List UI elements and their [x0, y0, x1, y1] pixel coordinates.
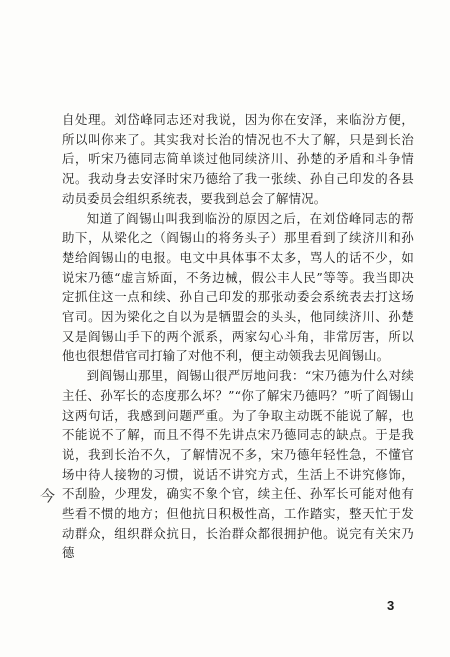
paragraph-meeting-yan: 到阎锡山那里，阎锡山很严厉地问我：“宋乃德为什么对续主任、孙军长的态度那么坏？”“你了解宋乃德吗？”听了阎锡山这两句话，我感到问题严重。为了争取主动既不能说了解，也不能说不了解，而且不得不先讲点宋乃德同志的缺点。于是我说，我到长治不久，了解情况不多，宋乃德年轻性急，不懂官场中待人接物的习惯，说话不讲究方式，生活上不讲究修饰，不刮脸，少理发，确实不象个官，续主任、孙军长可能对他有些看不惯的地方；但他抗日积极性高，工作踏实，整天忙于发动群众，组织群众抗日，长治群众都很拥护他。说完有关宋乃德 — [62, 368, 414, 561]
paragraph-telegram: 知道了阎锡山叫我到临汾的原因之后，在刘岱峰同志的帮助下，从梁化之（阎锡山的将务头子）那里看到了续济川和孙楚给阎锡山的电报。电文中具体事不太多，骂人的话不少，如说宋乃德“虚言矫面，不务边械，假公丰人民”等等。我当即决定抓住这一点和续、孙自己印发的那张动委会系统表去打这场官司。因为梁化之自以为是牺盟会的头头，他同续济川、孙楚又是阎锡山手下的两个派系，两家勾心斗角，非常厉害，所以他也很想借官司打输了对他不利，便主动领我去见阎锡山。 — [62, 210, 414, 364]
margin-annotation: 今 — [40, 487, 56, 505]
body-text — [62, 110, 414, 563]
paragraph-continued: 自处理。刘岱峰同志还对我说，因为你在安泽，来临汾方便，所以叫你来了。其实我对长治的情况也不大了解，只是到长治后，听宋乃德同志简单谈过他同续济川、孙楚的矛盾和斗争情况。我动身去安泽时宋乃德给了我一张续、孙自己印发的各县动员委员会组织系统表，要我到总会了解情况。 — [62, 112, 414, 206]
page-number: 3 — [387, 598, 395, 613]
